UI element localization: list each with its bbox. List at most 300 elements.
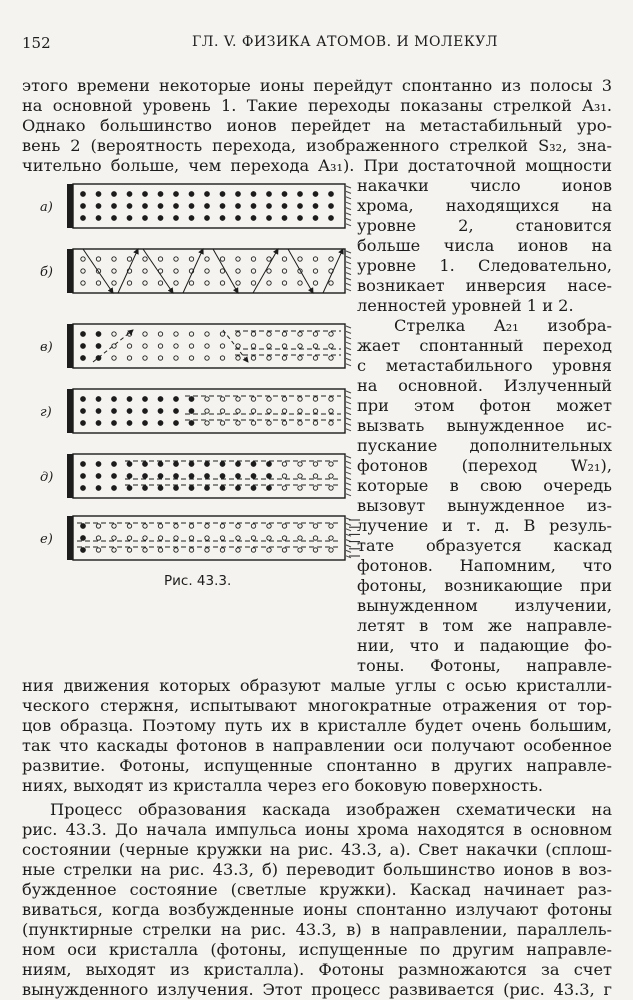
right-mirror-hatch (346, 337, 351, 339)
ground-ion (81, 536, 86, 541)
excited-ion (158, 524, 162, 528)
ground-ion (81, 397, 86, 402)
ground-ion (96, 344, 101, 349)
excited-ion (220, 281, 224, 285)
excited-ion (267, 257, 271, 261)
right-mirror-hatch (346, 396, 351, 398)
ground-ion (329, 216, 334, 221)
excited-ion (267, 548, 271, 552)
body-line: ческого стержня, испытывают многократные отражения от тор- (22, 696, 612, 715)
excited-ion (112, 548, 116, 552)
excited-ion (251, 409, 255, 413)
excited-ion (205, 409, 209, 413)
side-line: Стрелка A₂₁ изобра- (394, 316, 612, 335)
ground-ion (189, 204, 194, 209)
excited-ion (329, 281, 333, 285)
excited-ion (313, 257, 317, 261)
excited-ion (329, 462, 333, 466)
pump-arrow (323, 249, 343, 293)
ground-ion (174, 474, 179, 479)
body-line: ниях, выходят из кристалла через его боковую поверхность. (22, 776, 544, 795)
excited-ion (174, 524, 178, 528)
excited-ion (298, 548, 302, 552)
excited-ion (127, 356, 131, 360)
body-line: состоянии (черные кружки на рис. 43.3, а). Свет накачки (сплош- (22, 840, 612, 859)
ground-ion (81, 356, 86, 361)
side-line: хрома, находящихся на (357, 196, 612, 215)
ground-ion (81, 462, 86, 467)
panel-label: г) (40, 405, 52, 420)
excited-ion (298, 281, 302, 285)
right-mirror-hatch (346, 283, 351, 285)
excited-ion (313, 462, 317, 466)
excited-ion (267, 269, 271, 273)
excited-ion (205, 332, 209, 336)
ground-ion (189, 474, 194, 479)
excited-ion (143, 344, 147, 348)
excited-ion (282, 332, 286, 336)
excited-ion (251, 332, 255, 336)
ground-ion (96, 397, 101, 402)
excited-ion (298, 462, 302, 466)
excited-ion (251, 548, 255, 552)
ground-ion (158, 462, 163, 467)
excited-ion (143, 548, 147, 552)
ground-ion (143, 462, 148, 467)
ground-ion (143, 216, 148, 221)
excited-ion (236, 548, 240, 552)
excited-ion (282, 281, 286, 285)
panel-label: д) (40, 470, 54, 485)
body-line: Однако большинство ионов перейдет на метастабильный уро- (22, 116, 612, 135)
excited-ion (329, 356, 333, 360)
side-line: с метастабильного уровня (357, 356, 612, 375)
excited-ion (127, 536, 131, 540)
excited-ion (236, 536, 240, 540)
excited-ion (127, 524, 131, 528)
right-mirror-hatch (346, 213, 351, 215)
ground-ion (329, 204, 334, 209)
excited-ion (205, 356, 209, 360)
side-line: вызвать вынужденное ис- (357, 416, 612, 435)
ground-ion (267, 462, 272, 467)
ground-ion (96, 474, 101, 479)
excited-ion (251, 344, 255, 348)
excited-ion (127, 548, 131, 552)
ground-ion (251, 216, 256, 221)
excited-ion (220, 344, 224, 348)
excited-ion (282, 536, 286, 540)
ground-ion (313, 216, 318, 221)
excited-ion (313, 536, 317, 540)
excited-ion (298, 486, 302, 490)
ground-ion (143, 409, 148, 414)
excited-ion (158, 536, 162, 540)
ground-ion (236, 462, 241, 467)
right-mirror-hatch (346, 545, 351, 547)
ground-ion (174, 409, 179, 414)
ground-ion (127, 204, 132, 209)
ground-ion (174, 397, 179, 402)
excited-ion (112, 332, 116, 336)
right-mirror-hatch (346, 251, 351, 253)
side-line: летят в том же направле- (357, 616, 612, 635)
left-mirror (67, 389, 73, 433)
running-title: ГЛ. V. ФИЗИКА АТОМОВ. И МОЛЕКУЛ (192, 34, 498, 50)
ground-ion (220, 216, 225, 221)
excited-ion (282, 524, 286, 528)
right-mirror-hatch (346, 402, 351, 404)
ground-ion (127, 216, 132, 221)
side-line: на основной. Излученный (357, 376, 612, 395)
excited-ion (251, 524, 255, 528)
ground-ion (267, 216, 272, 221)
ground-ion (189, 486, 194, 491)
left-mirror (67, 454, 73, 498)
excited-ion (251, 536, 255, 540)
body-line: ном оси кристалла (фотоны, испущенные по другим направле- (22, 940, 612, 959)
right-mirror-hatch (346, 273, 351, 275)
excited-ion (81, 269, 85, 273)
panel-label: е) (40, 532, 53, 547)
ground-ion (236, 192, 241, 197)
right-mirror-hatch (346, 488, 351, 490)
ground-ion (236, 474, 241, 479)
right-mirror-hatch (346, 353, 351, 355)
body-line: Процесс образования каскада изображен схематически на (50, 800, 612, 819)
excited-ion (298, 356, 302, 360)
side-line: жает спонтанный переход (357, 336, 612, 355)
excited-ion (267, 356, 271, 360)
excited-ion (174, 536, 178, 540)
ground-ion (127, 462, 132, 467)
ground-ion (81, 344, 86, 349)
right-mirror-hatch (346, 358, 351, 360)
right-mirror-hatch (346, 456, 351, 458)
ground-ion (282, 192, 287, 197)
ground-ion (189, 421, 194, 426)
body-line: цов образца. Поэтому путь их в кристалле будет очень большим, (22, 716, 612, 735)
excited-ion (329, 548, 333, 552)
excited-ion (313, 421, 317, 425)
excited-ion (313, 269, 317, 273)
ground-ion (158, 409, 163, 414)
side-line: фотонов. Напомним, что (357, 556, 612, 575)
excited-ion (251, 257, 255, 261)
figure-43-3 (40, 176, 360, 596)
excited-ion (329, 474, 333, 478)
ground-ion (96, 332, 101, 337)
body-line: ния движения которых образуют малые углы с осью кристалли- (22, 676, 612, 695)
crystal-cascade-diagram (40, 176, 360, 571)
excited-ion (251, 397, 255, 401)
excited-ion (127, 344, 131, 348)
ground-ion (282, 216, 287, 221)
excited-ion (143, 536, 147, 540)
side-line: возникает инверсия насе- (357, 276, 612, 295)
ground-ion (81, 216, 86, 221)
excited-ion (189, 356, 193, 360)
excited-ion (298, 344, 302, 348)
right-mirror-hatch (346, 197, 351, 199)
excited-ion (282, 257, 286, 261)
right-mirror-hatch (346, 289, 351, 291)
excited-ion (143, 524, 147, 528)
ground-ion (251, 462, 256, 467)
right-mirror-hatch (346, 418, 351, 420)
excited-ion (313, 409, 317, 413)
ground-ion (81, 474, 86, 479)
ground-ion (205, 204, 210, 209)
ground-ion (112, 192, 117, 197)
ground-ion (81, 192, 86, 197)
ground-ion (81, 332, 86, 337)
excited-ion (267, 281, 271, 285)
excited-ion (313, 486, 317, 490)
right-mirror-hatch (346, 278, 351, 280)
excited-ion (220, 421, 224, 425)
ground-ion (251, 474, 256, 479)
ground-ion (220, 462, 225, 467)
ground-ion (127, 409, 132, 414)
body-line: рис. 43.3. До начала импульса ионы хрома находятся в основном (22, 820, 612, 839)
excited-ion (158, 281, 162, 285)
excited-ion (298, 397, 302, 401)
excited-ion (174, 356, 178, 360)
left-mirror (67, 516, 73, 560)
excited-ion (189, 257, 193, 261)
right-mirror-hatch (346, 191, 351, 193)
excited-ion (112, 257, 116, 261)
excited-ion (251, 269, 255, 273)
excited-ion (267, 344, 271, 348)
excited-ion (81, 281, 85, 285)
body-line: (пунктирные стрелки на рис. 43.3, в) в направлении, параллель- (22, 920, 612, 939)
side-line: тоны. Фотоны, направле- (357, 656, 612, 675)
ground-ion (267, 474, 272, 479)
page-number: 152 (22, 34, 51, 52)
excited-ion (267, 409, 271, 413)
excited-ion (143, 269, 147, 273)
side-line: тате образуется каскад (357, 536, 612, 555)
excited-ion (282, 421, 286, 425)
ground-ion (158, 192, 163, 197)
excited-ion (158, 344, 162, 348)
excited-ion (313, 332, 317, 336)
ground-ion (313, 204, 318, 209)
pump-arrow (288, 249, 313, 293)
ground-ion (251, 486, 256, 491)
excited-ion (298, 421, 302, 425)
ground-ion (127, 192, 132, 197)
excited-ion (313, 524, 317, 528)
ground-ion (189, 462, 194, 467)
excited-ion (158, 356, 162, 360)
side-line: накачки число ионов (357, 176, 612, 195)
side-line: фотонов (переход W₂₁), (357, 456, 612, 475)
excited-ion (158, 257, 162, 261)
ground-ion (189, 409, 194, 414)
body-line: так что каскады фотонов в направлении оси получают особенное (22, 736, 612, 755)
ground-ion (112, 397, 117, 402)
panel-label: б) (40, 265, 54, 280)
excited-ion (96, 536, 100, 540)
excited-ion (282, 409, 286, 413)
pump-arrow (118, 249, 138, 293)
excited-ion (313, 474, 317, 478)
side-line: при этом фотон может (357, 396, 612, 415)
excited-ion (220, 397, 224, 401)
ground-ion (112, 421, 117, 426)
excited-ion (236, 421, 240, 425)
ground-ion (205, 474, 210, 479)
ground-ion (189, 192, 194, 197)
excited-ion (189, 548, 193, 552)
excited-ion (220, 524, 224, 528)
excited-ion (112, 281, 116, 285)
right-mirror-hatch (346, 483, 351, 485)
body-line: виваться, когда возбужденные ионы спонтанно излучают фотоны (22, 900, 612, 919)
excited-ion (313, 548, 317, 552)
excited-ion (298, 332, 302, 336)
right-mirror-hatch (346, 523, 351, 525)
excited-ion (298, 474, 302, 478)
ground-ion (127, 474, 132, 479)
excited-ion (236, 332, 240, 336)
excited-ion (236, 269, 240, 273)
right-mirror-hatch (346, 413, 351, 415)
right-mirror-hatch (346, 364, 351, 366)
excited-ion (236, 257, 240, 261)
excited-ion (205, 524, 209, 528)
excited-ion (96, 257, 100, 261)
excited-ion (267, 332, 271, 336)
body-line: на основной уровень 1. Такие переходы показаны стрелкой A₃₁. (22, 96, 612, 115)
left-mirror (67, 249, 73, 293)
ground-ion (81, 421, 86, 426)
excited-ion (96, 281, 100, 285)
excited-ion (282, 344, 286, 348)
excited-ion (282, 474, 286, 478)
excited-ion (313, 281, 317, 285)
excited-ion (112, 356, 116, 360)
excited-ion (174, 332, 178, 336)
excited-ion (329, 421, 333, 425)
ground-ion (298, 204, 303, 209)
excited-ion (329, 524, 333, 528)
right-mirror-hatch (346, 224, 351, 226)
left-mirror (67, 184, 73, 228)
excited-ion (282, 269, 286, 273)
excited-ion (298, 257, 302, 261)
ground-ion (112, 462, 117, 467)
ground-ion (143, 421, 148, 426)
ground-ion (267, 204, 272, 209)
ground-ion (143, 204, 148, 209)
ground-ion (112, 204, 117, 209)
side-line: фотоны, возникающие при (357, 576, 612, 595)
ground-ion (158, 421, 163, 426)
panel-label: а) (40, 200, 53, 215)
right-mirror-hatch (346, 331, 351, 333)
right-mirror-hatch (346, 472, 351, 474)
excited-ion (189, 344, 193, 348)
excited-ion (313, 344, 317, 348)
ground-ion (143, 397, 148, 402)
excited-ion (298, 409, 302, 413)
ground-ion (158, 216, 163, 221)
ground-ion (112, 216, 117, 221)
right-mirror-hatch (346, 429, 351, 431)
ground-ion (236, 204, 241, 209)
side-line: пускание дополнительных (357, 436, 612, 455)
ground-ion (205, 192, 210, 197)
excited-ion (313, 356, 317, 360)
right-mirror-hatch (346, 256, 351, 258)
ground-ion (267, 192, 272, 197)
excited-ion (220, 257, 224, 261)
side-line: уровне 2, становится (357, 216, 612, 235)
ground-ion (174, 216, 179, 221)
ground-ion (143, 486, 148, 491)
ground-ion (143, 474, 148, 479)
side-line: которые в свою очередь (357, 476, 612, 495)
ground-ion (220, 486, 225, 491)
right-mirror-hatch (346, 342, 351, 344)
excited-ion (189, 536, 193, 540)
body-line: ные стрелки на рис. 43.3, б) переводит большинство ионов в воз- (22, 860, 612, 879)
ground-ion (205, 216, 210, 221)
ground-ion (127, 486, 132, 491)
excited-ion (81, 257, 85, 261)
excited-ion (205, 548, 209, 552)
ground-ion (112, 486, 117, 491)
ground-ion (81, 409, 86, 414)
ground-ion (251, 192, 256, 197)
excited-ion (127, 257, 131, 261)
excited-ion (282, 356, 286, 360)
excited-ion (267, 524, 271, 528)
ground-ion (205, 486, 210, 491)
excited-ion (220, 536, 224, 540)
side-line: больше числа ионов на (357, 236, 612, 255)
excited-ion (220, 269, 224, 273)
excited-ion (112, 269, 116, 273)
right-mirror-hatch (346, 494, 351, 496)
ground-ion (96, 216, 101, 221)
excited-ion (329, 257, 333, 261)
body-line: развитие. Фотоны, испущенные спонтанно в других направле- (22, 756, 612, 775)
excited-ion (236, 524, 240, 528)
pump-arrow (183, 249, 203, 293)
pump-arrow (83, 249, 113, 293)
excited-ion (282, 462, 286, 466)
excited-ion (205, 397, 209, 401)
pump-arrow (253, 249, 278, 293)
excited-ion (298, 536, 302, 540)
ground-ion (174, 192, 179, 197)
left-mirror (67, 324, 73, 368)
excited-ion (329, 344, 333, 348)
ground-ion (267, 486, 272, 491)
right-mirror-hatch (346, 186, 351, 188)
excited-ion (236, 397, 240, 401)
excited-ion (251, 281, 255, 285)
ground-ion (112, 409, 117, 414)
excited-ion (96, 548, 100, 552)
right-mirror-hatch (346, 407, 351, 409)
excited-ion (205, 344, 209, 348)
